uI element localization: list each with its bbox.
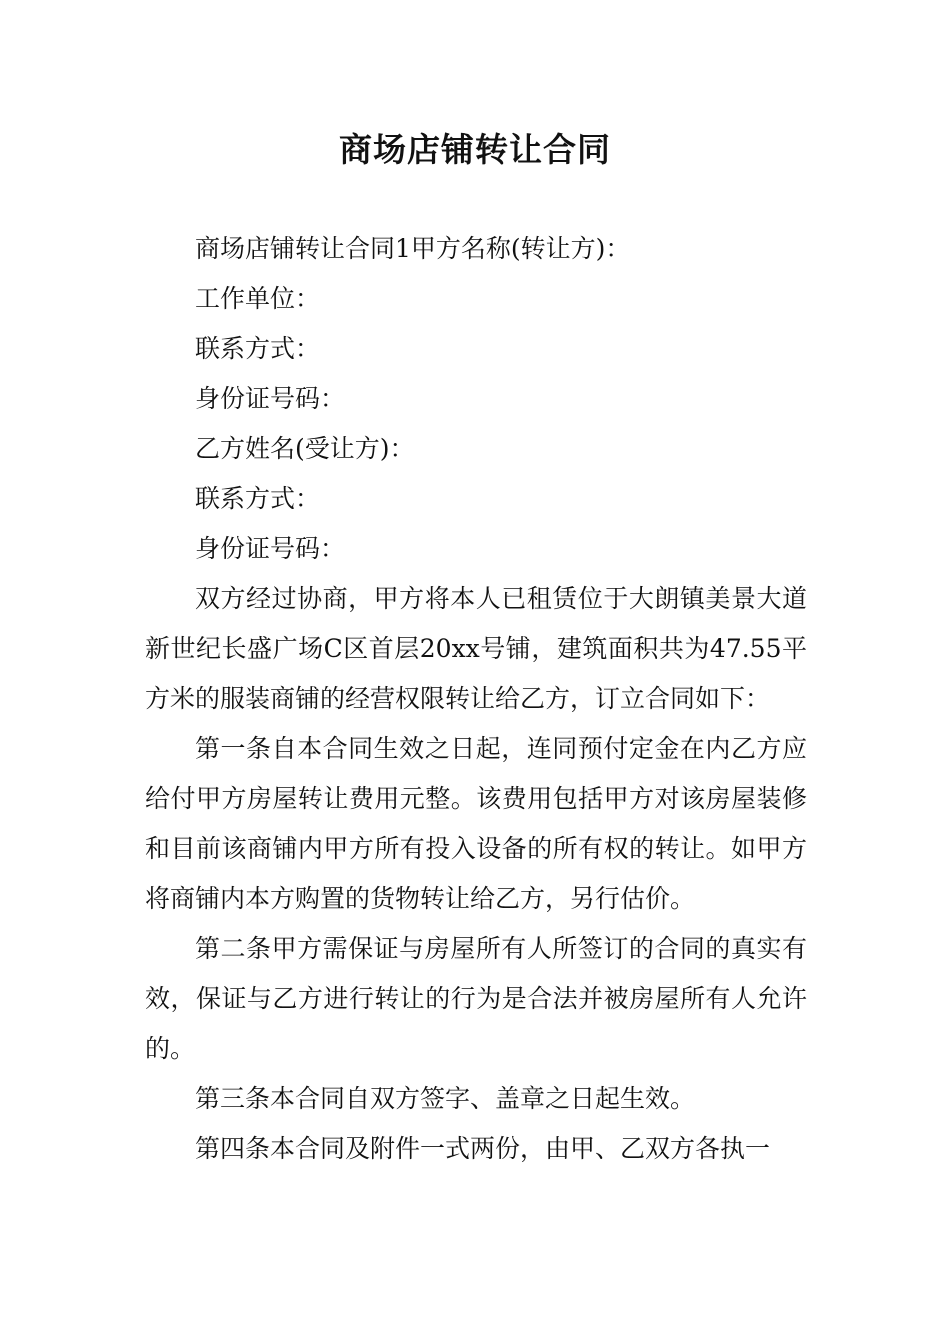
document-body [145,224,807,1174]
paragraph-party-b-contact: 联系方式： [195,484,321,513]
paragraph-party-a-contact: 联系方式： [195,334,321,363]
paragraph-article-2: 第二条甲方需保证与房屋所有人所签订的合同的真实有效，保证与乙方进行转让的行为是合法并被房屋所有人允许的。 [145,934,807,1063]
paragraph-party-a-name: 商场店铺转让合同1甲方名称(转让方)： [195,234,631,263]
paragraph-party-b-name: 乙方姓名(受让方)： [195,434,415,463]
paragraph-party-a-id: 身份证号码： [195,384,346,413]
paragraph-preamble: 双方经过协商，甲方将本人已租赁位于大朗镇美景大道新世纪长盛广场C区首层20xx号铺，建筑面积共为47.55平方米的服装商铺的经营权限转让给乙方，订立合同如下： [145,584,807,713]
paragraph-article-4: 第四条本合同及附件一式两份，由甲、乙双方各执一 [195,1134,771,1163]
paragraph-article-3: 第三条本合同自双方签字、盖章之日起生效。 [195,1084,696,1113]
document-title: 商场店铺转让合同 [339,130,611,169]
paragraph-article-1: 第一条自本合同生效之日起，连同预付定金在内乙方应给付甲方房屋转让费用元整。该费用包括甲方对该房屋装修和目前该商铺内甲方所有投入设备的所有权的转让。如甲方将商铺内本方购置的货物转让给乙方，另行估价。 [145,734,807,913]
paragraph-party-a-employer: 工作单位： [195,284,321,313]
paragraph-party-b-id: 身份证号码： [195,534,346,563]
